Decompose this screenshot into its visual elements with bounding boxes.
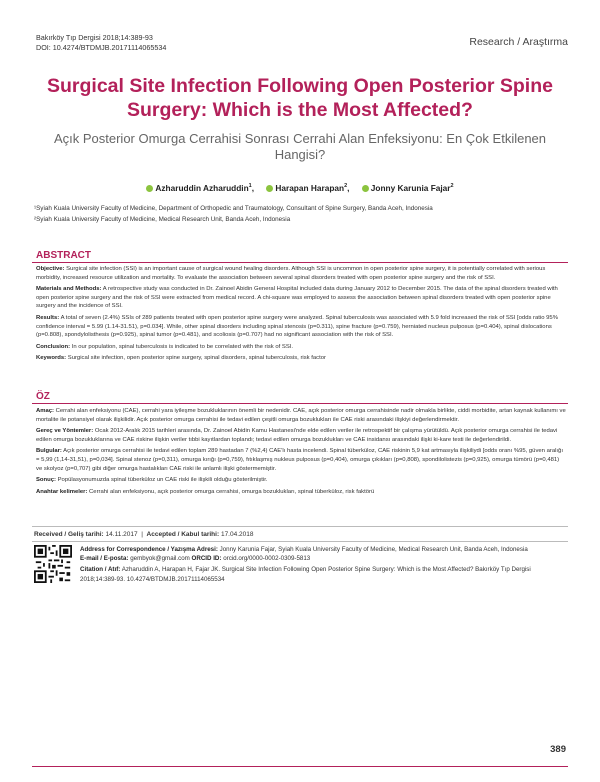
author-name: Azharuddin Azharuddin [155, 183, 249, 193]
abstract-methods: Materials and Methods: A retrospective study was conducted in Dr. Zainoel Abidin General Hospital included data during January 2012 to December 2015. The data of the spinal disorders treated with open posterior spine surgery and the risk of SSI were extracted from medical record. A chi-square was employed to assess the association between spinal disorders treated with open posterior spine surgery and the incidence of SSI. [36, 286, 558, 310]
affiliations [34, 204, 574, 225]
orcid-icon[interactable] [362, 185, 369, 192]
correspondence-contact: E-mail / E-posta: gembyok@gmail.com ORCID ID: orcid.org/0000-0002-0309-5813 [80, 555, 311, 563]
oz-heading: ÖZ [36, 391, 50, 402]
oz-sonuc: Sonuç: Popülasyonumuzda spinal tüberküloz un CAE riski ile ilişkili olduğu gösterilmiştir. [36, 477, 268, 484]
affiliation-2: ²Syiah Kuala University Faculty of Medicine, Medical Research Unit, Banda Aceh, Indonesia [34, 215, 291, 223]
correspondence-address: Address for Correspondence / Yazışma Adresi: Jonny Karunia Fajar, Syiah Kuala University Faculty of Medicine, Medical Research Unit, Banda Aceh, Indonesia [80, 546, 528, 553]
author-name: Harapan Harapan [275, 183, 345, 193]
section-label: Research / Araştırma [469, 36, 568, 48]
dates-divider-bottom [32, 541, 568, 542]
journal-info [36, 33, 166, 53]
abstract-results: Results: A total of seven (2.4%) SSIs of 289 patients treated with open posterior spine surgery were analyzed. Spinal tuberculosis was associated with 5.9 fold increased the risk of SSI [odds ratio 95% confidence interval = 5.99 (1.14-31.51), p=0.034]. While, other spinal disorders including spinal stenosis (p=0.311), spine fracture (p=0.759), herniated nucleus pulposus (p=0.404), spinal dislocations (p=0.808), spondylolisthesis (p=0.925), spinal tumor (p=0.481), and scoliosis (p=0.707) had no significant association with the risk of SSI. [36, 314, 558, 339]
citation: Citation / Atıf: Azharuddin A, Harapan H, Fajar JK. Surgical Site Infection Following Open Posterior Spine Surgery: Which is the Most Affected? Bakırköy Tıp Dergisi 2018;14:389-93. 10.4274/BTDMJB.20171114065534 [80, 566, 531, 583]
orcid-link[interactable]: orcid.org/0000-0002-0309-5813 [223, 555, 311, 563]
author-affil-sup: 2 [344, 183, 348, 190]
oz-bulgular: Bulgular: Açık posterior omurga cerrahisi ile tedavi edilen toplam 289 hastadan 7 (%2,4) CAE'lı hasta incelendi. Spinal tüberküloz, CAE riskinin 5,9 kat artmasıyla ilişkiliydi [odds oranı %95, güven aralığı = 5,99 (1,14-31,51), p=0,034]. Spinal stenoz (p=0,311), omurga kırığı (p=0,759), fıtıklaşmış nukleus pulposus (p=0,404), omurga çıkıkları (p=0,808), spondilolistezis (p=0,925), omurga tümörü (p=0,481) ve skolyoz (p=0,707) gibi diğer omurga hastalıkları CAE riski ile anlamlı ilişki göstermemiştir. [36, 448, 563, 472]
journal-citation: Bakırköy Tıp Dergisi 2018;14:389-93 [36, 33, 153, 42]
email-link[interactable]: gembyok@gmail.com [130, 555, 190, 563]
oz-yontem: Gereç ve Yöntemler: Ocak 2012-Aralık 2015 tarihleri arasında, Dr. Zainoel Abidin Kamu Hastanesi'nde elde edilen veriler ile retrospektif bir çalışma yürütüldü. Açık posterior omurga cerrahisi ile tedavi edilen omurga bozukluklarına ve CAE riskine ilişkin veriler tıbbi kayıtlardan toplandı; tedavi edilen omurga bozuklukları ve CAE insidansı arasındaki ilişki ki-kare testi ile değerlendirildi. [36, 428, 558, 443]
orcid-icon[interactable] [266, 185, 273, 192]
abstract-body [36, 265, 566, 366]
article-dates: Received / Geliş tarihi: 14.11.2017 | Accepted / Kabul tarihi: 17.04.2018 [34, 531, 254, 538]
abstract-heading: ABSTRACT [36, 250, 91, 261]
orcid-icon[interactable] [146, 185, 153, 192]
accepted-label: Accepted / Kabul tarihi: [146, 531, 220, 538]
abstract-keywords: Keywords: Surgical site infection, open posterior spine surgery, spinal disorders, spinal tuberculosis, risk factor [36, 355, 326, 362]
author-affil-sup: 2 [450, 183, 454, 190]
abstract-conclusion: Conclusion: In our population, spinal tuberculosis is indicated to be correlated with the risk of SSI. [36, 343, 294, 350]
author-2[interactable]: Harapan Harapan$^2$, [266, 183, 349, 193]
oz-body [36, 407, 566, 499]
journal-doi: DOI: 10.4274/BTDMJB.20171114065534 [36, 43, 167, 52]
author-3[interactable] [362, 183, 454, 193]
oz-divider [32, 403, 568, 404]
abstract-divider [32, 262, 568, 263]
paper-title-turkish: Açık Posterior Omurga Cerrahisi Sonrası Cerrahi Alan Enfeksiyonu: En Çok Etkilenen Hangisi? [53, 131, 547, 162]
correspondence-block [80, 545, 566, 584]
accepted-date: 17.04.2018 [220, 531, 254, 538]
received-date: 14.11.2017 [105, 531, 138, 538]
author-name: Jonny Karunia Fajar [370, 183, 451, 193]
abstract-objective: Objective: Surgical site infection (SSI) is an important cause of surgical wound healing disorders. Although SSI is uncommon in open posterior spine surgery, it is potentially correlated with serious morbidity, increased resource utilization and mortality. To evaluate the association between several spinal disorders treated with open posterior spine surgery and the risk of SSI. [36, 266, 546, 281]
oz-amac: Amaç: Cerrahi alan enfeksiyonu (CAE), cerrahi yara iyileşme bozukluklarının önemli bir nedenidir. CAE, açık posterior omurga cerrahisinde nadir olmakla birlikte, ciddi morbidite, artan kaynak kullanımı ve mortalite ile potansiyel olarak ilişkilidir. Açık posterior omurga cerrahisi ile tedavi edilen çeşitli omurga bozuklukları ile CAE riski arasındaki ilişkiyi değerlendirmektir. [36, 408, 566, 423]
received-label: Received / Geliş tarihi: [34, 531, 104, 538]
author-affil-sup: 1 [248, 183, 252, 190]
author-1[interactable]: Azharuddin Azharuddin$^1$, [146, 183, 254, 193]
affiliation-1: ¹Syiah Kuala University Faculty of Medicine, Department of Orthopedic and Traumatology, Consultant of Spine Surgery, Banda Aceh, Indonesia [34, 205, 433, 212]
footer-divider [32, 766, 568, 767]
author-list [30, 183, 570, 193]
oz-anahtar: Anahtar kelimeler: Cerrahi alan enfeksiyonu, açık posterior omurga cerrahisi, omurga bozuklukları, spinal tüberküloz, risk faktörü [36, 488, 375, 495]
paper-title: Surgical Site Infection Following Open Posterior Spine Surgery: Which is the Most Affected? [47, 75, 553, 121]
qr-code-icon[interactable] [34, 545, 72, 583]
page-number: 389 [550, 744, 566, 755]
dates-divider-top [32, 526, 568, 527]
